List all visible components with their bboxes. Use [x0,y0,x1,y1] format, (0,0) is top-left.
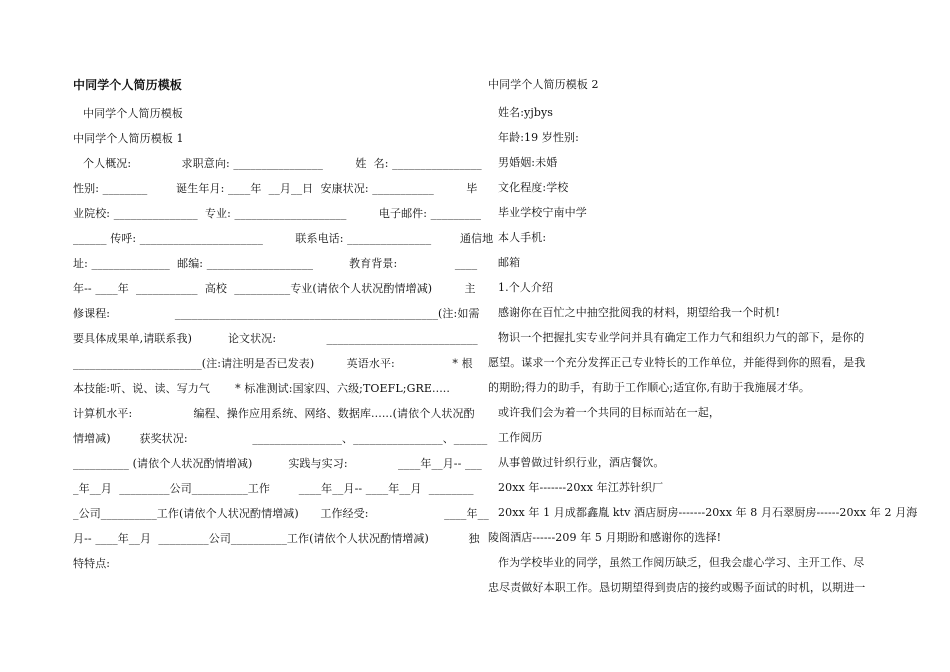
left-text-line: 中同学个人简历模板 1 [73,132,184,145]
left-text-line: _年__月 _________公司__________工作 ____年__月-- ____年__月 ________ [73,482,474,495]
left-text-line: __________ (请依个人状况酌情增减) 实践与实习: ____年__月-- ___ [73,457,482,470]
left-text-line: _______________________(注:请注明是否已发表) 英语水平: * 根 [73,357,473,370]
right-text-line: 文化程度:学校 [498,181,569,194]
right-text-line: 愿望。谋求一个充分发挥正己专业特长的工作单位，并能得到你的照看，是我 [488,356,866,369]
right-text-line: 或许我们会为着一个共同的目标而站在一起， [498,406,720,419]
left-text-line: 情增减) 获奖状况: ________________、________________、______ [73,432,488,445]
right-text-line: 20xx 年-------20xx 年江苏针织厂 [498,481,664,494]
left-text-line: 月-- ____年__月 _________公司__________工作(请依个人状况酌情增减) 独 [73,532,480,545]
right-text-line: 本人手机: [498,231,547,244]
left-text-line: ______ 传呼: ______________________ 联系电话: _______________ 通信地 [73,232,494,245]
document-title: 中同学个人简历模板 [73,78,182,92]
right-text-line: 陵阁酒店------209 年 5 月期盼和感谢你的选择! [488,531,722,544]
right-text-line: 忠尽责做好本职工作。恳切期望得到贵店的接约或赐予面试的时机，以期进一 [488,581,866,594]
right-section-title: 中同学个人简历模板 2 [488,78,599,91]
left-text-line: 特特点: [73,557,111,570]
left-text-line: 年-- ____年 ___________ 高校 __________专业(请依个人状况酌情增减) 主 [73,282,476,295]
left-text-line: 中同学个人简历模板 [83,107,183,120]
right-text-line: 年龄:19 岁性别: [498,131,579,144]
right-text-line: 毕业学校宁南中学 [498,206,587,219]
left-text-line: 本技能:听、说、读、写力气 * 标准测试:国家四、六级;TOEFL;GRE..... [73,382,450,395]
right-text-line: 姓名:yjbys [498,106,554,119]
right-text-line: 感谢你在百忙之中抽空批阅我的材料，期望给我一个时机! [498,306,781,319]
left-text-line: 要具体成果单,请联系我) 论文状况: ___________________________ [73,332,478,345]
left-text-line: 业院校: _______________ 专业: ____________________ 电子邮件: _________ [73,207,482,220]
right-text-line: 从事曾做过针织行业，酒店餐饮。 [498,456,665,469]
left-text-line: 修课程: _______________________________________________(注:如需 [73,307,480,320]
left-text-line: 计算机水平: 编程、操作应用系统、网络、数据库......(请依个人状况酌 [73,407,475,420]
right-text-line: 工作阅历 [498,431,543,444]
right-text-line: 1.个人介绍 [498,281,554,294]
right-text-line: 作为学校毕业的同学，虽然工作阅历缺乏，但我会虚心学习、主开工作、尽 [498,556,865,569]
right-text-line: 男婚姻:未婚 [498,156,558,169]
right-text-line: 的期盼;得力的助手，有助于工作顺心;适宜你,有助于我施展才华。 [488,381,811,394]
right-text-line: 20xx 年 1 月成都鑫胤 ktv 酒店厨房-------20xx 年 8 月石翠厨房------20xx 年 2 月海 [498,506,918,519]
right-text-line: 邮箱 [498,256,521,269]
left-text-line: 性别: ________ 诞生年月: ____年 __月__日 安康状况: ___________ 毕 [73,182,478,195]
left-text-line: _公司__________工作(请依个人状况酌情增减) 工作经受: ____年__ [73,507,489,520]
left-text-line: 址: ______________ 邮编: ___________________ 教育背景: ____ [73,257,478,270]
left-text-line: 个人概况: 求职意向: ________________ 姓 名: ________________ [83,157,482,170]
right-text-line: 物识一个把握扎实专业学问并具有确定工作力气和组织力气的部下，是你的 [498,331,865,344]
